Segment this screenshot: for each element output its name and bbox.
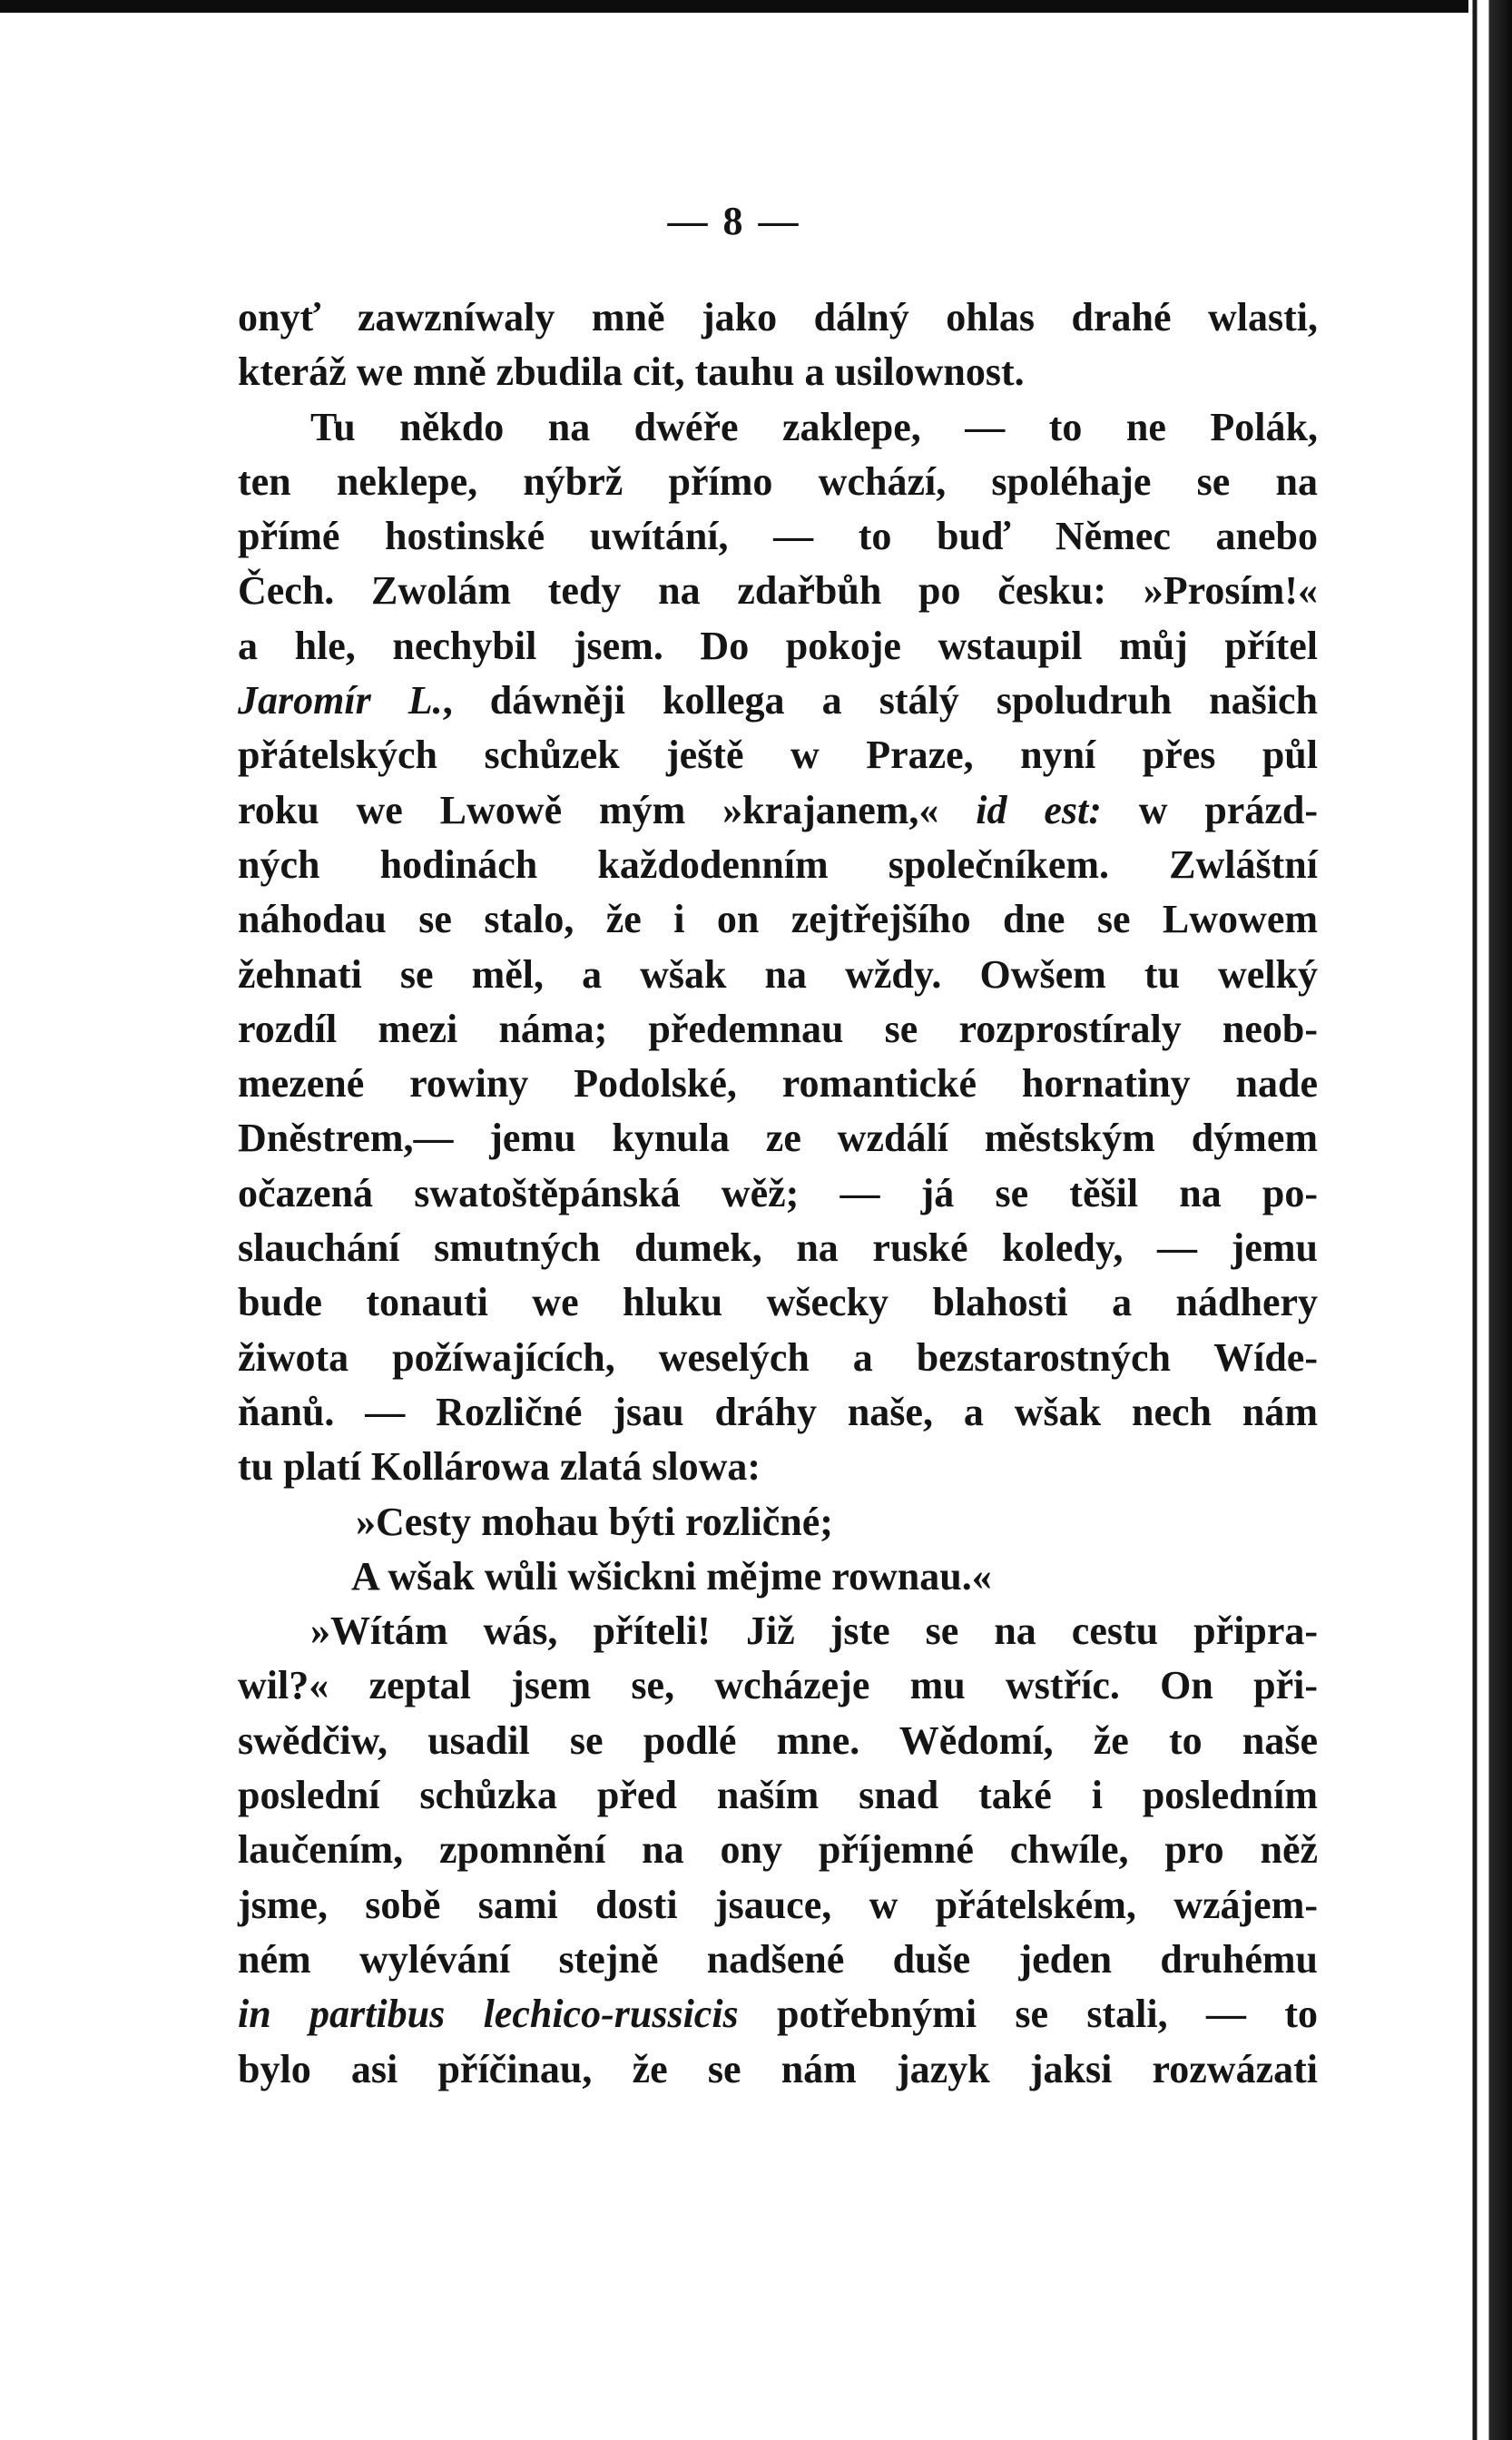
text-line: wil?« zeptal jsem se, wcházeje mu wstříc. On při- (238, 1663, 1318, 1708)
scan-top-border (0, 0, 1512, 13)
italic-phrase: in partibus lechico-russicis (238, 1992, 739, 2037)
text-line: Tu někdo na dwéře zaklepe, — to ne Polák, (310, 404, 1318, 449)
text-line: slauchání smutných dumek, na ruské koledy, — jemu (238, 1225, 1318, 1271)
text-line: žehnati se měl, a wšak na wždy. Owšem tu welký (238, 951, 1318, 997)
text-line (238, 783, 1318, 838)
text-line (238, 674, 1318, 728)
text-line: poslední schůzka před naším snad také i posledním (238, 1773, 1318, 1818)
text-line: očazená swatoštěpánská wěž; — já se těšil na po- (238, 1170, 1318, 1215)
text-line: přímé hostinské uwítání, — to buď Němec anebo (238, 514, 1318, 559)
text-line: náhodau se stalo, že i on zejtřejšího dne se Lwowem (238, 897, 1318, 942)
verse-line: »Cesty mohau býti rozličné; (356, 1499, 833, 1544)
text-line: a hle, nechybil jsem. Do pokoje wstaupil můj přítel (238, 623, 1318, 668)
text-line: ném wylévání stejně nadšené duše jeden druhému (238, 1936, 1318, 1982)
text-line: laučením, zpomnění na ony příjemné chwíle, pro něž (238, 1827, 1318, 1873)
text-line: přátelských schůzek ještě w Praze, nyní přes půl (238, 733, 1318, 778)
text-span: roku we Lwowě mým »krajanem,« (238, 787, 977, 832)
text-line: Čech. Zwolám tedy na zdařbůh po česku: »Prosím!« (238, 568, 1318, 614)
text-span: potřebnými se stali, — to (738, 1992, 1319, 2037)
scan-right-border (1468, 0, 1512, 2440)
text-span: w prázd- (1101, 787, 1318, 832)
text-line: mezené rowiny Podolské, romantické hornatiny nade (238, 1061, 1318, 1107)
text-line (238, 1987, 1318, 2042)
text-line: ňanů. — Rozličné jsau dráhy naše, a wšak nech nám (238, 1389, 1318, 1434)
page-number: — 8 — (667, 199, 801, 243)
text-line: ných hodinách každodenním společníkem. Zwláštní (238, 841, 1318, 887)
text-line: tu platí Kollárowa zlatá slowa: (238, 1444, 761, 1490)
text-line: rozdíl mezi náma; předemnau se rozprostíraly neob- (238, 1006, 1318, 1051)
text-line: žiwota požíwajících, weselých a bezstarostných Wíde- (238, 1334, 1318, 1380)
text-line: ten neklepe, nýbrž přímo wchází, spoléhaje se na (238, 458, 1318, 504)
body-text (238, 290, 1318, 2097)
italic-name: Jaromír L. (238, 678, 443, 723)
text-line: »Wítám wás, příteli! Již jste se na cestu připra- (310, 1609, 1318, 1654)
text-span: , dáwněji kollega a stálý spoludruh našich (442, 678, 1318, 723)
text-line: bylo asi příčinau, že se nám jazyk jaksi rozwázati (238, 2046, 1318, 2091)
text-line: kteráž we mně zbudila cit, tauhu a usilownost. (238, 349, 1025, 395)
text-line: Dněstrem,— jemu kynula ze wzdálí městským dýmem (238, 1116, 1318, 1161)
text-line: jsme, sobě sami dosti jsauce, w přátelském, wzájem- (238, 1882, 1318, 1927)
text-line: onyť zawzníwaly mně jako dálný ohlas drahé wlasti, (238, 295, 1318, 339)
text-line: bude tonauti we hluku wšecky blahosti a nádhery (238, 1280, 1318, 1325)
text-line: swědčiw, usadil se podlé mne. Wědomí, že to naše (238, 1717, 1318, 1763)
verse-line: A wšak wůli wšickni mějme rownau.« (351, 1553, 992, 1599)
italic-phrase: id est: (976, 787, 1102, 832)
